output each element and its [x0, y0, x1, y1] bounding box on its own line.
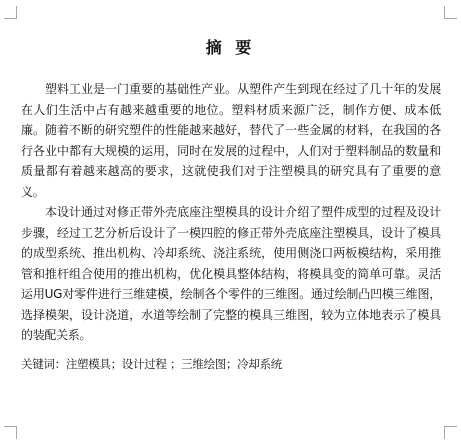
abstract-paragraph-1: 塑料工业是一门重要的基础性产业。从塑件产生到现在经过了几十年的发展在人们生活中占有越来越重要的地位。塑料材质来源广泛，制作方便、成本低廉。随着不断的研究塑件的性能越来越好，替代了一些金属的材料，在我国的各行各业中都有大规模的运用，同时在发展的过程中，人们对于塑料制品的数量和质量都有着越来越高的要求，这就使我们对于注塑模具的研究具有了重要的意义。 — [21, 82, 441, 199]
keywords-text: 注塑模具；设计过程 ；三维绘图；冷却系统 — [65, 356, 282, 371]
abstract-title: 摘 要 — [205, 38, 256, 57]
keywords-line — [21, 354, 441, 374]
abstract-body — [21, 79, 441, 374]
keywords-label: 关键词： — [21, 356, 66, 371]
page-corner-mark-top-left — [4, 6, 17, 19]
page-corner-mark-bottom-right — [444, 426, 457, 439]
page-corner-mark-bottom-left — [4, 426, 17, 439]
abstract-paragraph-2: 本设计通过对修正带外壳底座注塑模具的设计介绍了塑件成型的过程及设计步骤，经过工艺分析后设计了一模四腔的修正带外壳底座注塑模具，设计了模具的成型系统、推出机构、冷却系统、浇注系统，使用侧浇口两板模结构，采用推管和推杆组合使用的推出机构，优化模具整体结构，将模具变的简单可靠。灵活运用UG对零件进行三维建模，绘制各个零件的三维图。通过绘制凸凹模三维图，选择模架，设计浇道，水道等绘制了完整的模具三维图，较为立体地表示了模具的装配关系。 — [21, 205, 441, 342]
page-corner-mark-top-right — [444, 6, 457, 19]
